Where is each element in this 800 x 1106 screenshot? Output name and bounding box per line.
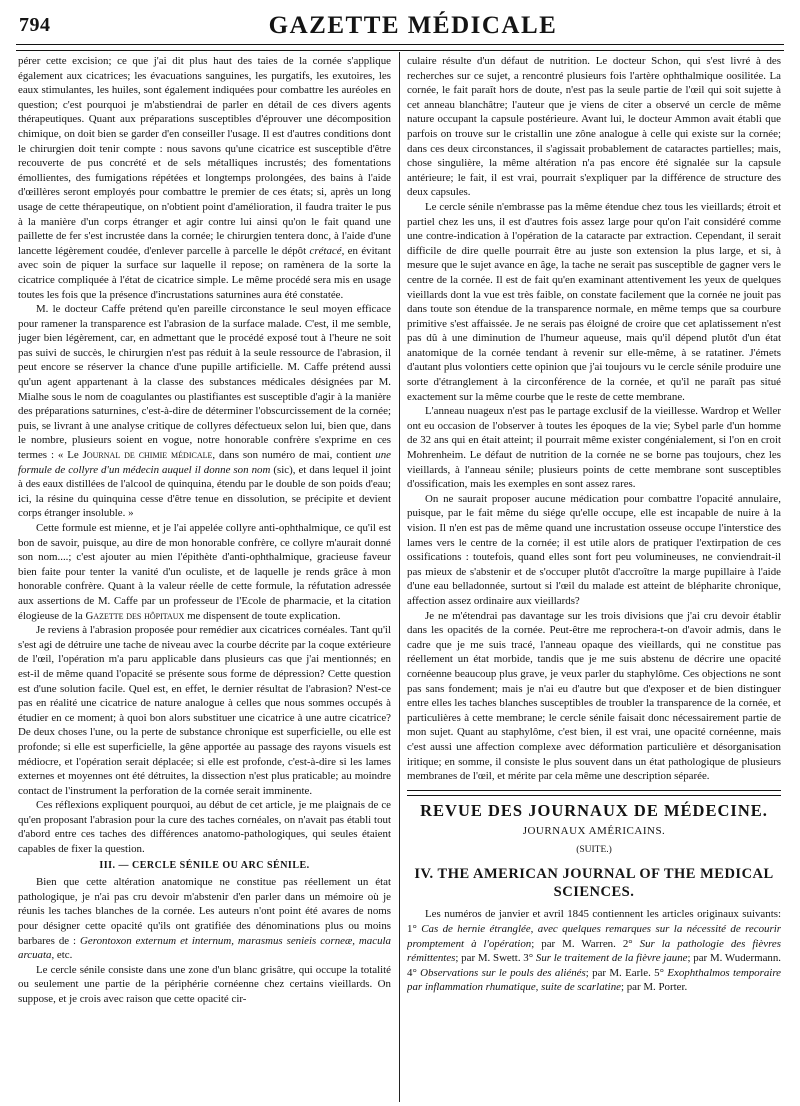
paragraph: Ces réflexions expliquent pourquoi, au début de cet article, je me plaignais de ce qu'en proposant l'abrasion pour la cure des taches cornéales, on n'avait pas établi tout d'abord entre ces taches des différences anatomo-pathologiques, qui seules étaient capables de fixer la question. (18, 799, 391, 856)
revue-subtitle: JOURNAUX AMÉRICAINS. (522, 825, 666, 838)
section-rule (407, 790, 781, 796)
paragraph: L'anneau nuageux n'est pas le partage exclusif de la vieillesse. Wardrop et Weller ont eu occasion de l'observer à toutes les époques de la vie; Sybel parle d'un homme de 32 ans qui en était atteint; il pourrait même exister congénialement, si l'on en croit Mohrenheim. Le défaut de nutrition de la cornée ne se borne pas toujours, chez les vieillards, à l'anneau sénile; plusieurs points de cette membrane sont susceptibles d'ossification, mais les exemples en sont assez rares. (407, 405, 781, 491)
paragraph: Le cercle sénile consiste dans une zone d'un blanc grisâtre, qui occupe la totalité ou seulement une partie de la périphérie cornéenne chez certains vieillards. On suppose, et je crois avec raison que cette opacité cir- (18, 963, 391, 1005)
left-column (18, 54, 391, 1099)
section-heading: III. — CERCLE SÉNILE OU ARC SÉNILE. (99, 859, 310, 871)
paragraph: culaire résulte d'un défaut de nutrition. Le docteur Schon, qui s'est livré à des recherches sur ce sujet, a rencontré plusieurs fois l'artère ophthalmique oosilitée. La cornée, le fait paraît hors de doute, n'est pas la seule partie de l'œil qui soit sujette à cet anneau blanchâtre; l'auteur que je viens de citer a observé un cercle de même nature occupant la capsule postérieure. Avant lui, le docteur Ammon avait établi que parfois on trouve sur le cristallin une zône analogue à celle qui existe sur la cornée; dans ces deux circonstances, il s'agissait probablement de cataractes partielles; mais, chose singulière, la même altération n'a pas encore été signalée sur la capsule antérieure; le fait, il est vrai, pourrait s'expliquer par la différence de structure des deux capsules. (407, 55, 781, 199)
paragraph: Je ne m'étendrai pas davantage sur les trois divisions que j'ai cru devoir établir dans les opacités de la cornée. Peut-être me reprochera-t-on d'avoir admis, dans le cadre que je me suis tracé, l'anneau opaque des vieillards, qui ne constitue pas réellement un état morbide, tandis que je me suis abstenu de décrire une opacité cornéenne beaucoup plus grave, je veux parler du staphylôme. Ces objections ne sont pas sans fondement; mais je n'ai eu d'autre but que d'exposer et de bien distinguer entre elles les taches blanches susceptibles de troubler la transparence de la cornée, et particulières à cette membrane; le cercle sénile faisait donc nécessairement partie de mon sujet. Quant au staphylôme, c'est bien, il est vrai, une opacité cornéenne, mais c'est aussi une affection complexe avec déformation particulière et désorganisation iritique; en somme, il consiste le plus souvent dans un état pathologique de plusieurs membranes de l'œil, et mérite par cela même une description séparée. (407, 609, 781, 783)
paragraph: Cette formule est mienne, et je l'ai appelée collyre anti-ophthalmique, ce qu'il est bon de savoir, puisque, au dire de mon honorable confrère, ce collyre m'aurait donné son nom....; c'est ajouter au mien l'épithète d'anti-ophthalmique, gracieuse faveur bien faite pour tenter la vanité d'un oculiste, et de laquelle je rends grâce à mon honorable confrère. Quant à la valeur réelle de cette formule, la réfutation adressée aux assertions de M. Caffe par un professeur de l'Ecole de pharmacie, et la citation élogieuse de la Gazette des hôpitaux me dispensent de toute explication. (18, 522, 391, 622)
journal-title: IV. THE AMERICAN JOURNAL OF THE MEDICAL SCIENCES. (414, 866, 774, 901)
revue-suite: (SUITE.) (576, 844, 612, 855)
paragraph: M. le docteur Caffe prétend qu'en pareille circonstance le seul moyen efficace pour ramener la transparence est l'abrasion de la surface malade. C'est, il me semble, juger bien légèrement, car, en admettant que le procédé exposé tout à l'heure ne soit pas suivi de succès, le chirurgien n'est pas réduit à la seule ressource de l'abrasion, il peut encore se réserver la chance d'une pupille artificielle. M. Caffe prétend aussi qu'un agent appartenant à la classe des substances médicales désignées par M. Mialhe sous le nom de coagulantes ou plastifiantes est susceptible d'agir à la manière des préparations saturnines, c'est-à-dire de déterminer l'obscurcissement de la cornée; puis, se livrant à une analyse critique de collyres défectueux selon lui, bien que, dans le nombre, plusieurs soient en vogue, notre honorable confrère s'exprime en ces termes : « Le Journal de chimie médicale, dans son numéro de mai, contient une formule de collyre d'un médecin auquel il donne son nom (sic), et dans lequel il joint à des eaux distillées de l'alcool de quinquina, étendu par le double de son poids d'eau; ici, la résine du quinquina cesse d'être tenue en dissolution, se précipite et devient corps étranger insoluble. » (18, 303, 391, 520)
paragraph: pérer cette excision; ce que j'ai dit plus haut des taies de la cornée s'applique également aux cicatrices; les évacuations sanguines, les purgatifs, les exutoires, les eaux stimulantes, les huiles, sont également indiquées pour combattre les auréoles en question; c'est pourquoi je m'abstiendrai de parler en détail de ces divers agents thérapeutiques. Quant aux préparations susceptibles d'éprouver une décomposition chimique, on doit bien se garder d'en conseiller l'usage. Il est d'autres conditions dont le chirurgien doit tenir compte : nous savons qu'une cicatrice est susceptible d'être recouverte de pus concrété et de sels métalliques incrustés; des fomentations émollientes, des fumigations répétées et longtemps prolongées, des bains à l'aide d'œillères seront employés pour combattre le premier de ces états; si, après un long usage de cette thérapeutique, on n'obtient point d'amélioration, il faudra traiter le pus à la manière d'un corps étranger et agir contre lui ainsi qu'on le fait quand une paillette de fer s'est incrustée dans la cornée; le chirurgien tentera donc, à l'aide d'une lancette légèrement coudée, d'enlever parcelle à parcelle le dépôt crétacé, en évitant avec soin de piquer la surface sur laquelle il repose; on ramènera de la sorte la cicatrice compliquée à l'état de cicatrice simple. Le même procédé sera mis en usage toutes les fois que la présence d'incrustations saturnines aura été constatée. (18, 55, 391, 301)
page-number: 794 (19, 14, 51, 36)
paragraph: Le cercle sénile n'embrasse pas la même étendue chez tous les vieillards; étroit et partiel chez les uns, il est d'autres fois assez large pour qu'on l'ait considéré comme une contre-indication à l'opération de la cataracte par extraction. Cependant, il serait difficile de dire quelle pourrait être au juste son extension la plus large, et si, à mesure que le sujet avance en âge, la tache ne serait pas susceptible de gagner vers le centre de la cornée. Il est de fait qu'en examinant attentivement les yeux de quelques vieillards dont la vue est très faible, on constate facilement que la cornée ne jouit pas dans toute son étendue de la transparence normale, en même temps que sa courbure primitive s'est affaissée. Je ne serais pas éloigné de croire que cet aplatissement n'est pas dû à une diminution de l'humeur aqueuse, mais qu'il dépend plutôt d'un état anatomique de la cornée tendant à revenir sur elle-même, à se ratatiner. J'émets d'autant plus volontiers cette opinion que j'ai toujours vu le cercle sénile produire une sorte d'étranglement à la circonférence de la cornée, et qu'il ne paraît pas situé exactement sur la même courbe que le reste de cette membrane. (407, 200, 781, 403)
paragraph: Les numéros de janvier et avril 1845 contiennent les articles originaux suivants: 1° Cas de hernie étranglée, avec quelques remarques sur la nécessité de recourir promptement à l'opération; par M. Warren. 2° Sur la pathologie des fièvres rémittentes; par M. Swett. 3° Sur le traitement de la fièvre jaune; par M. Wudermann. 4° Observations sur le pouls des aliénés; par M. Earle. 5° Exophthalmos temporaire par inflammation rhumatique, suite de scarlatine; par M. Porter. (407, 908, 781, 994)
revue-title: REVUE DES JOURNAUX DE MÉDECINE. (420, 800, 768, 820)
masthead-title: GAZETTE MÉDICALE (268, 12, 558, 39)
paragraph: Bien que cette altération anatomique ne constitue pas réellement un état pathologique, je n'ai pas cru devoir m'abstenir d'en parler dans un mémoire où je réunis les taches blanches de la cornée. Les auteurs n'ont point été avares de noms pour désigner cette opacité qu'ils ont gratifiée des dénominations plus ou moins barbares de : Gerontoxon externum et internum, marasmus senieis corneæ, macula arcuata, etc. (18, 876, 391, 962)
header-rule (16, 44, 784, 51)
paragraph: Je reviens à l'abrasion proposée pour remédier aux cicatrices cornéales. Tant qu'il s'est agi de détruire une tache de niveau avec la courbe décrite par la coque extérieure de l'œil, l'opération m'a paru applicable dans plusieurs cas que j'ai mentionnés; en est-il de même quand l'opacité se présente sous forme de dépression? Cette question est d'une solution facile. Quel est, en effet, le dernier résultat de l'abrasion? N'est-ce pas en réalité une cicatrice de nature analogue à celles que nous sommes occupés à étudier en ce moment; à quoi bon alors substituer une cicatrice à une autre cicatrice? De deux choses l'une, ou la perte de substance chronique est superficielle, ou elle est profonde; si elle est superficielle, la gêne apportée au passage des rayons visuels est médiocre, et l'opération serait déplacée; si elle est profonde, c'est-à-dire si les lames externes et moyennes ont été détruites, la dissection n'est plus praticable; au moindre contact de l'instrument la perforation de la cornée serait imminente. (18, 624, 391, 797)
paragraph: On ne saurait proposer aucune médication pour combattre l'opacité annulaire, puisque, par le fait même du siége qu'elle occupe, elle est incapable de nuire à la vision. Il n'en est pas de même quand une incrustation osseuse occupe l'interstice des lames vers le centre de la cornée; il est utile alors de pratiquer l'extirpation de ces ossifications : toutefois, quand elles sont fort peu volumineuses, ne conviendrait-il pas mieux de s'abstenir et de s'occuper plutôt d'accroître la marge pupillaire à l'aide d'une eau belladonnée, surtout si l'œil du malade est atteint de blépharite chronique, affection assez ordinaire aux vieillards? (407, 492, 781, 607)
column-divider (399, 52, 400, 1102)
right-column (407, 54, 781, 1099)
